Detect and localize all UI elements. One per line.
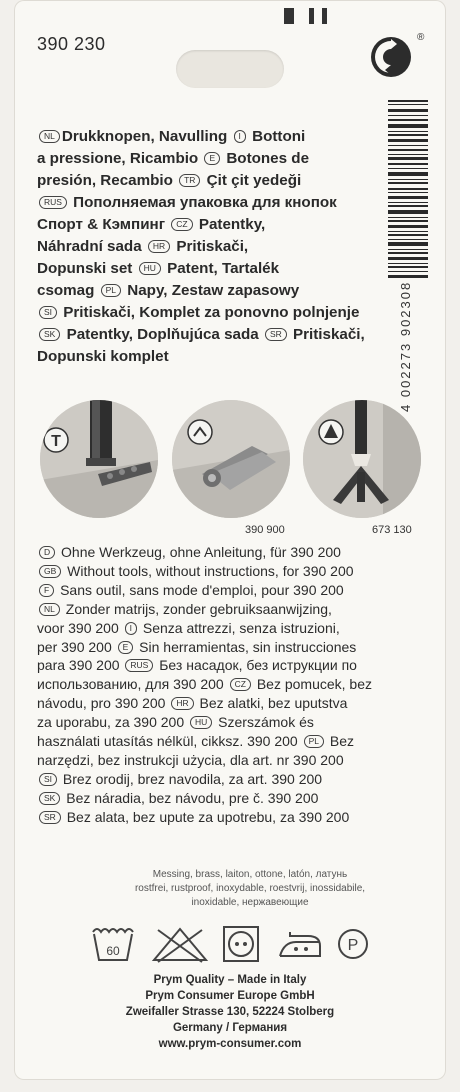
line-text: использованию, для 390 200 [37, 676, 228, 693]
footer-website: www.prym-consumer.com [158, 1038, 302, 1050]
instruction-line [37, 694, 417, 713]
dry-clean-p-icon [336, 924, 370, 964]
product-number: 390 230 [37, 34, 106, 54]
line-text: Zonder matrijs, zonder gebruiksaanwijzing, [61, 600, 332, 617]
line-text: narzędzi, bez instrukcji użycia, dla art. nr 390 200 [37, 751, 344, 768]
line-text: per 390 200 [37, 638, 116, 655]
line-text: Without tools, without instructions, for 390 200 [63, 562, 354, 579]
language-badge: PL [304, 735, 324, 748]
description-line [37, 258, 389, 280]
language-badge: PL [101, 284, 121, 297]
footer-quality: Prym Quality – Made in Italy [153, 974, 307, 986]
line-text: Pritiskači, [172, 238, 249, 255]
footer-company: Prym Consumer Europe GmbH [145, 990, 315, 1002]
line-text: Pritiskači, [288, 326, 365, 343]
tool-code-setting-tool: 673 130 [372, 524, 412, 536]
line-text: csomag [37, 282, 99, 299]
product-description [37, 126, 389, 368]
line-text: Szerszámok és [214, 714, 314, 731]
line-text: za uporabu, za 390 200 [37, 714, 189, 731]
instruction-line [37, 656, 417, 675]
description-line [37, 302, 389, 324]
language-badge: CZ [171, 218, 192, 231]
line-text: Patentky, [194, 216, 266, 233]
no-bleach-icon [150, 924, 210, 964]
description-line [37, 280, 389, 302]
line-text: presión, Recambio [37, 172, 178, 189]
illustration-pliers [172, 400, 290, 518]
line-text: voor 390 200 [37, 619, 123, 636]
language-badge: HU [190, 716, 212, 729]
line-text: Bez [326, 733, 355, 750]
language-badge: SR [39, 811, 61, 824]
language-badge: SK [39, 328, 60, 341]
line-text: használati utasítás nélkül, cikksz. 390 200 [37, 733, 302, 750]
description-line [37, 214, 389, 236]
language-badge: I [234, 130, 246, 143]
hang-hole [176, 50, 284, 88]
tumble-dry-icon [222, 924, 260, 964]
line-text: Bez alata, bez upute za upotrebu, za 390 200 [62, 808, 350, 825]
line-text: návodu, pro 390 200 [37, 695, 170, 712]
language-badge: NL [39, 603, 60, 616]
language-badge: CZ [230, 678, 251, 691]
description-line [37, 192, 389, 214]
instruction-line [37, 619, 417, 638]
usage-instructions [37, 543, 417, 827]
instruction-line [37, 562, 417, 581]
line-text: Pritiskači, Komplet za ponovno polnjenje [59, 304, 360, 321]
language-badge: SI [39, 773, 57, 786]
instruction-line [37, 675, 417, 694]
language-badge: D [39, 546, 55, 559]
language-badge: SI [39, 306, 57, 319]
description-line [37, 170, 389, 192]
materials-line: Messing, brass, laiton, ottone, latón, латунь [152, 869, 348, 880]
description-line [37, 126, 389, 148]
instruction-line [37, 600, 417, 619]
instruction-line [37, 789, 417, 808]
line-text: Napy, Zestaw zapasowy [123, 282, 300, 299]
manufacturer-info [38, 972, 422, 1052]
line-text: Drukknopen, Navulling [61, 128, 232, 145]
language-badge: HR [148, 240, 170, 253]
language-badge: NL [39, 130, 60, 143]
description-line [37, 236, 389, 258]
line-text: Sin herramientas, sin instrucciones [135, 638, 357, 655]
registered-mark: ® [417, 32, 425, 43]
line-text: a pressione, Ricambio [37, 150, 203, 167]
line-text: Спорт & Кэмпинг [37, 216, 170, 233]
line-text: Patentky, Doplňujúca sada [62, 326, 263, 343]
language-badge: TR [179, 174, 200, 187]
line-text: Пополняемая упаковка для кнопок [68, 194, 337, 211]
instruction-line [37, 808, 417, 827]
language-badge: HU [139, 262, 161, 275]
tool-code-pliers: 390 900 [245, 524, 285, 536]
materials-line: inoxidable, нержавеющие [191, 897, 309, 908]
language-badge: HR [171, 697, 193, 710]
barcode-number: 4 002273 902308 [398, 280, 413, 412]
illustration-setting-tool [303, 400, 421, 518]
line-text: Sans outil, sans mode d'emploi, pour 390 200 [56, 581, 344, 598]
materials-line: rostfrei, rustproof, inoxydable, roestvrij, inossidabile, [134, 883, 366, 894]
line-text: Dopunski set [37, 260, 137, 277]
language-badge: GB [39, 565, 61, 578]
line-text: Senza attrezzi, senza istruzioni, [139, 619, 340, 636]
line-text: Ohne Werkzeug, ohne Anleitung, für 390 200 [57, 544, 341, 560]
instruction-line [37, 713, 417, 732]
line-text: Bez alatki, bez uputstva [195, 695, 348, 712]
instruction-line [37, 732, 417, 751]
barcode [388, 100, 428, 280]
instruction-line [37, 751, 417, 770]
instruction-line [37, 581, 417, 600]
line-text: Bez náradia, bez návodu, pre č. 390 200 [62, 789, 319, 806]
language-badge: E [204, 152, 220, 165]
line-text: Brez orodij, brez navodila, za art. 390 200 [59, 770, 323, 787]
language-badge: I [125, 622, 137, 635]
language-badge: E [118, 641, 134, 654]
green-dot-recycle-icon [370, 36, 412, 78]
instruction-line [37, 638, 417, 657]
line-text: para 390 200 [37, 657, 124, 674]
iron-icon [276, 924, 324, 964]
line-text: Botones de [222, 150, 310, 167]
wash-temperature: 60 [106, 944, 120, 958]
line-text: Bottoni [247, 128, 306, 145]
dry-clean-letter: P [347, 937, 359, 954]
footer-address: Zweifaller Strasse 130, 52224 Stolberg [125, 1006, 335, 1018]
footer-country: Germany / Германия [172, 1022, 288, 1034]
materials-text [100, 868, 400, 910]
line-text: Dopunski komplet [37, 348, 169, 365]
description-line [37, 324, 389, 346]
wash-60-icon [90, 924, 136, 964]
svg-text:T: T [51, 433, 61, 450]
illustration-hammer [40, 400, 158, 518]
language-badge: RUS [39, 196, 67, 209]
line-text: Çit çit yedeği [202, 172, 302, 189]
line-text: Patent, Tartalék [162, 260, 280, 277]
language-badge: SK [39, 792, 60, 805]
language-badge: F [39, 584, 54, 597]
language-badge: RUS [125, 659, 153, 672]
line-text: Bez pomucek, bez [252, 676, 372, 693]
description-line [37, 346, 389, 368]
instruction-line [37, 543, 417, 562]
line-text: Без насадок, без иструкции по [155, 657, 357, 674]
line-text: Náhradní sada [37, 238, 146, 255]
instruction-line [37, 770, 417, 789]
description-line [37, 148, 389, 170]
language-badge: SR [265, 328, 287, 341]
